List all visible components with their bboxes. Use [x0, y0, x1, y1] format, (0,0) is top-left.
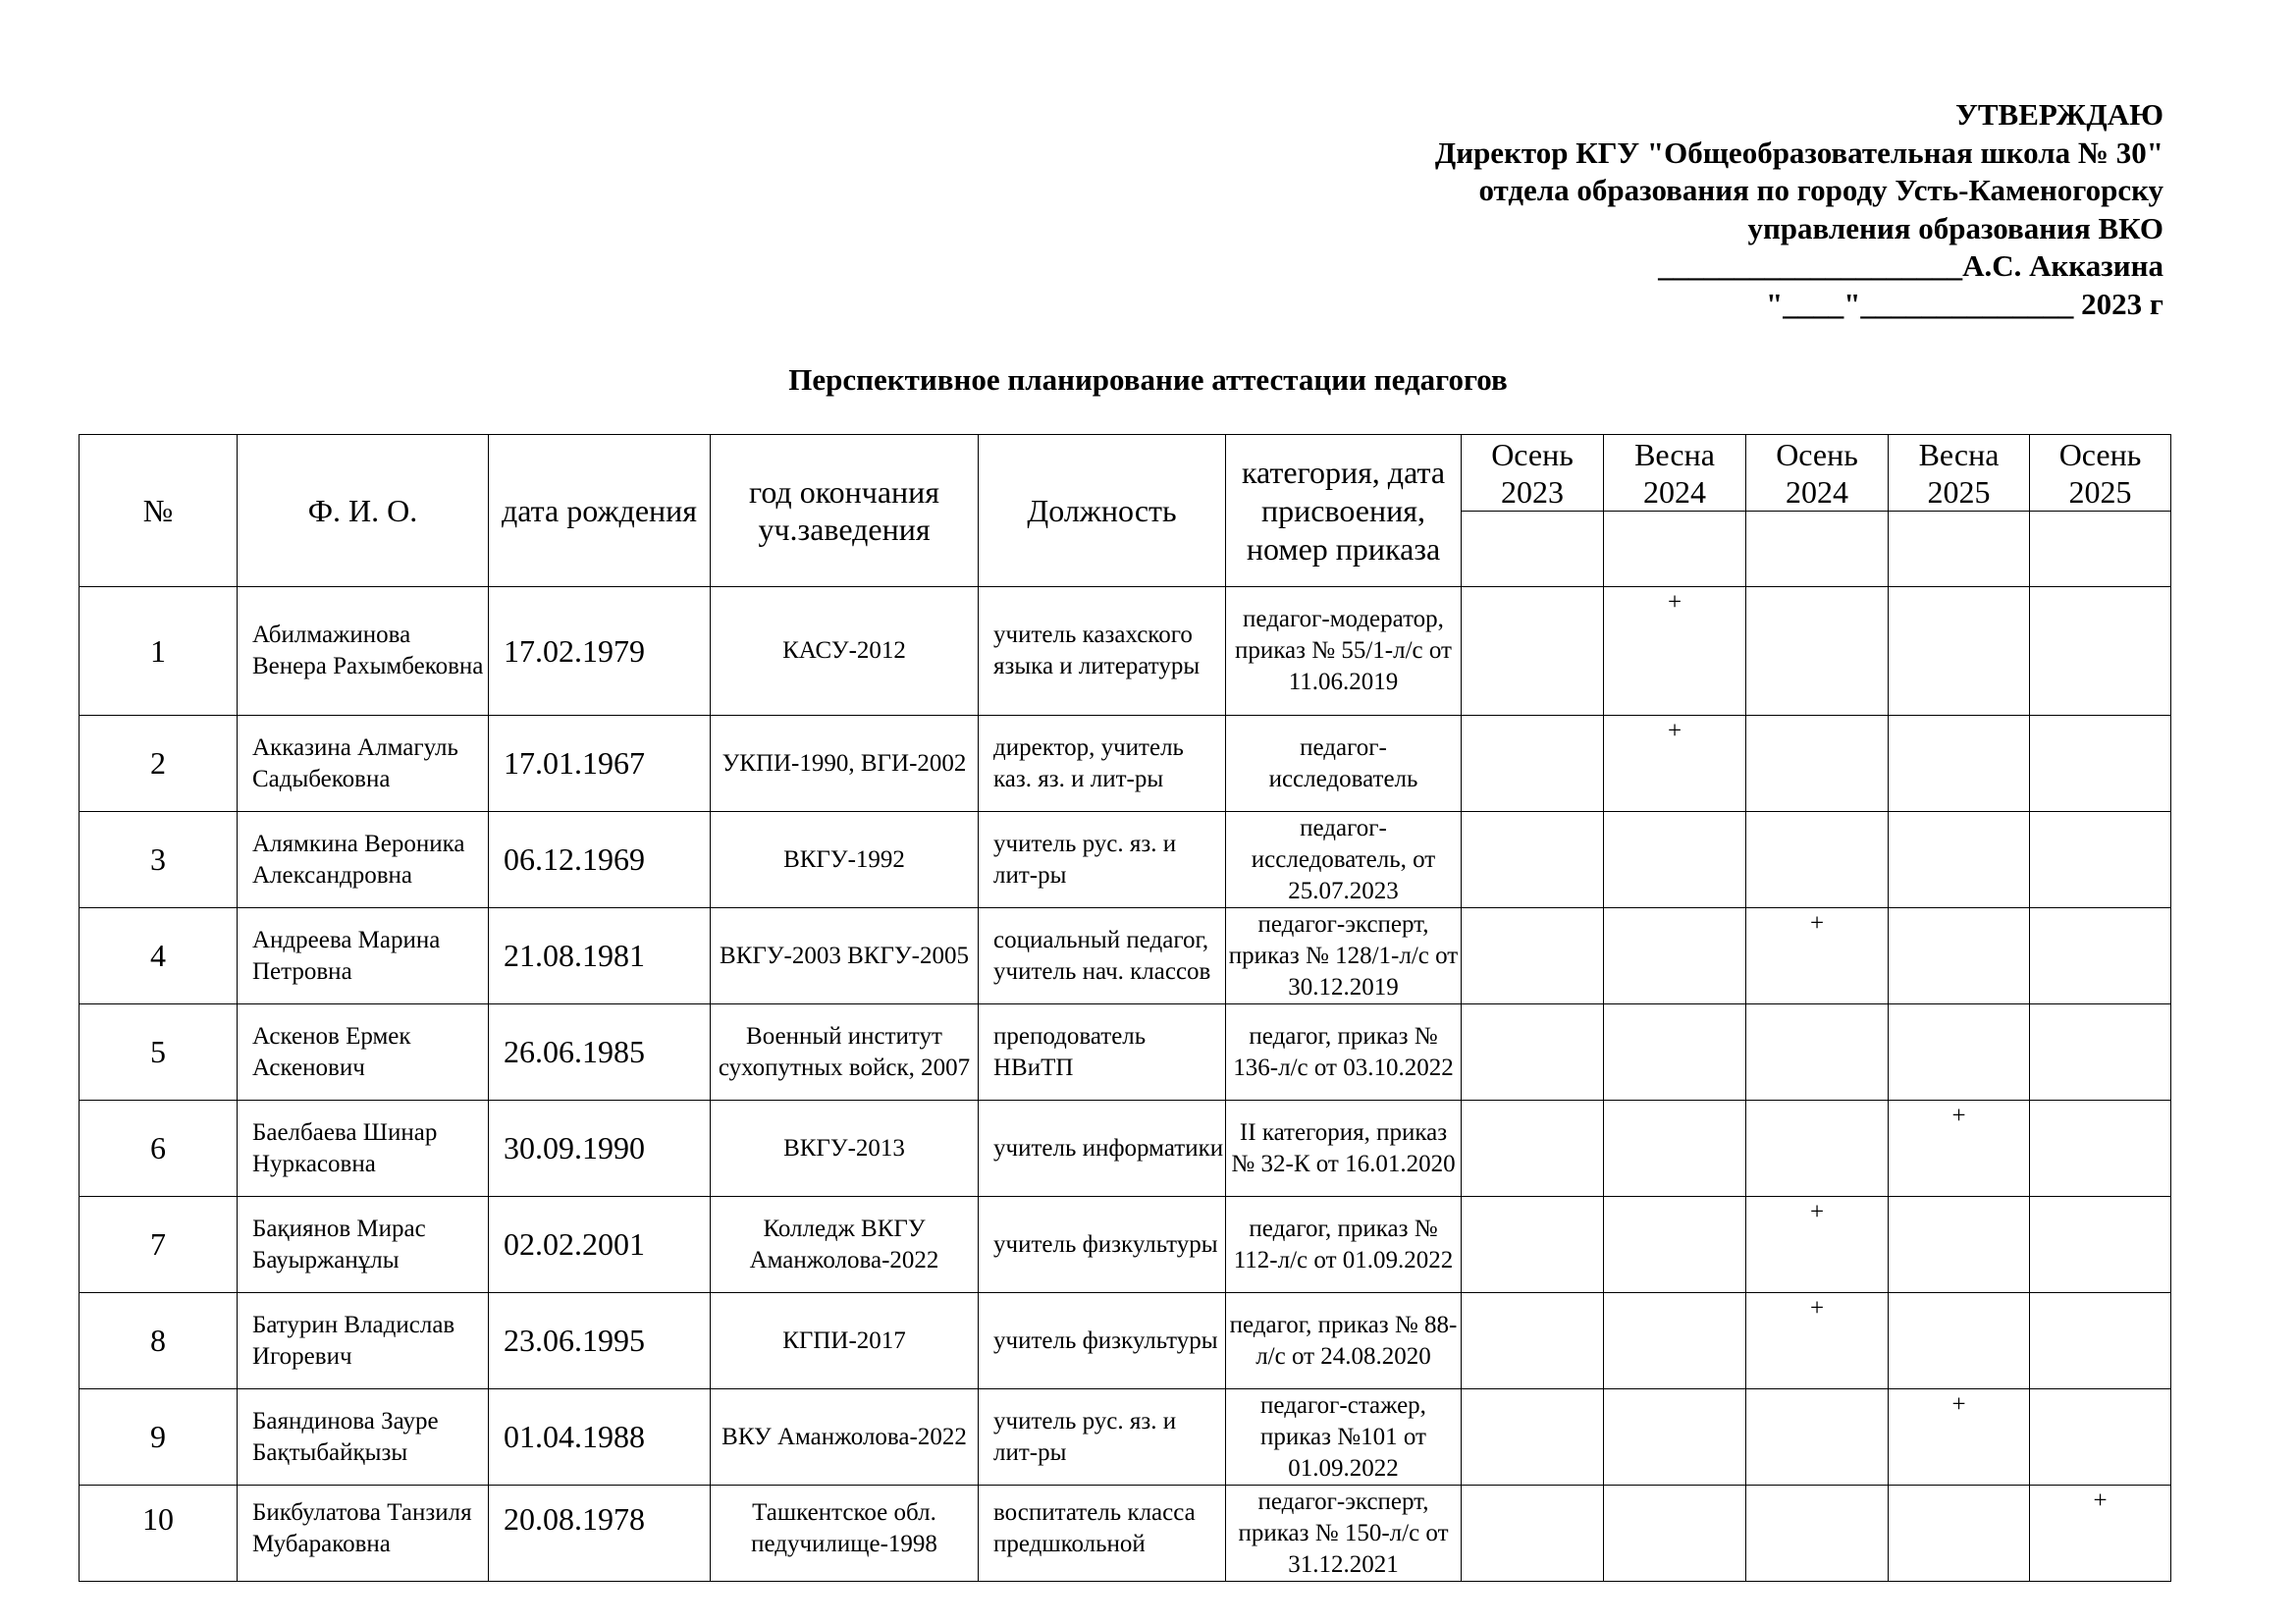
- header-period-sub: [1462, 512, 1604, 587]
- row-category: II категория, приказ № 32-К от 16.01.2020: [1226, 1101, 1462, 1197]
- row-period-mark: +: [1746, 908, 1889, 1004]
- row-period-mark: [1604, 1389, 1746, 1486]
- row-dob: 02.02.2001: [489, 1197, 711, 1293]
- row-number: 3: [80, 812, 238, 908]
- row-fio: Бикбулатова Танзиля Мубараковна: [238, 1486, 489, 1582]
- row-dob: 26.06.1985: [489, 1004, 711, 1101]
- row-number: 7: [80, 1197, 238, 1293]
- row-position: воспитатель класса предшкольной: [979, 1486, 1226, 1582]
- header-period-sub: [2030, 512, 2171, 587]
- row-fio: Баяндинова Зауре Бақтыбайқызы: [238, 1389, 489, 1486]
- row-period-mark: [1889, 812, 2030, 908]
- header-period: Осень 2025: [2030, 435, 2171, 512]
- row-period-mark: [1462, 716, 1604, 812]
- row-period-mark: [1604, 1004, 1746, 1101]
- row-category: педагог-исследователь, от 25.07.2023: [1226, 812, 1462, 908]
- attestation-table: [79, 434, 2171, 1582]
- row-education: Ташкентское обл. педучилище-1998: [711, 1486, 979, 1582]
- row-period-mark: [1604, 1293, 1746, 1389]
- row-fio: Бақиянов Мирас Бауыржанұлы: [238, 1197, 489, 1293]
- approval-administration-line: управления образования ВКО: [1747, 210, 2163, 245]
- row-education: Военный институт сухопутных войск, 2007: [711, 1004, 979, 1101]
- row-period-mark: [1889, 1004, 2030, 1101]
- row-fio: Алямкина Вероника Александровна: [238, 812, 489, 908]
- header-num: №: [80, 435, 238, 587]
- row-fio: Абилмажинова Венера Рахымбековна: [238, 587, 489, 716]
- row-education: Колледж ВКГУ Аманжолова-2022: [711, 1197, 979, 1293]
- row-number: 10: [80, 1486, 238, 1582]
- row-dob: 21.08.1981: [489, 908, 711, 1004]
- row-period-mark: [1889, 587, 2030, 716]
- row-period-mark: [1746, 716, 1889, 812]
- row-category: педагог-стажер, приказ №101 от 01.09.2022: [1226, 1389, 1462, 1486]
- row-number: 1: [80, 587, 238, 716]
- row-period-mark: [1604, 812, 1746, 908]
- row-period-mark: +: [1604, 587, 1746, 716]
- table-row: [80, 1004, 2171, 1101]
- row-period-mark: +: [1889, 1389, 2030, 1486]
- approval-signature-line: ____________________А.С. Акказина: [1658, 248, 2163, 283]
- row-education: ВКУ Аманжолова-2022: [711, 1389, 979, 1486]
- row-dob: 17.02.1979: [489, 587, 711, 716]
- row-dob: 30.09.1990: [489, 1101, 711, 1197]
- row-category: педагог-исследователь: [1226, 716, 1462, 812]
- table-row: [80, 1197, 2171, 1293]
- approval-department-line: отдела образования по городу Усть-Каменогорску: [1478, 173, 2163, 207]
- row-period-mark: [1889, 1486, 2030, 1582]
- row-period-mark: [1462, 1389, 1604, 1486]
- row-period-mark: [2030, 587, 2171, 716]
- row-position: учитель рус. яз. и лит-ры: [979, 1389, 1226, 1486]
- row-period-mark: [1462, 1293, 1604, 1389]
- row-period-mark: [1462, 812, 1604, 908]
- row-fio: Андреева Марина Петровна: [238, 908, 489, 1004]
- row-period-mark: +: [1746, 1197, 1889, 1293]
- approval-block: [1435, 96, 2163, 323]
- header-period: Весна 2024: [1604, 435, 1746, 512]
- row-period-mark: [1746, 1004, 1889, 1101]
- row-number: 6: [80, 1101, 238, 1197]
- row-period-mark: [2030, 1101, 2171, 1197]
- row-fio: Акказина Алмагуль Садыбековна: [238, 716, 489, 812]
- header-period: Осень 2023: [1462, 435, 1604, 512]
- row-period-mark: [2030, 1197, 2171, 1293]
- table-row: [80, 908, 2171, 1004]
- row-period-mark: [2030, 1389, 2171, 1486]
- row-period-mark: [1604, 1197, 1746, 1293]
- row-position: социальный педагог, учитель нач. классов: [979, 908, 1226, 1004]
- row-position: учитель казахского языка и литературы: [979, 587, 1226, 716]
- table-row: [80, 812, 2171, 908]
- row-number: 9: [80, 1389, 238, 1486]
- header-dob: дата рождения: [489, 435, 711, 587]
- approval-title: УТВЕРЖДАЮ: [1955, 97, 2163, 132]
- row-position: учитель рус. яз. и лит-ры: [979, 812, 1226, 908]
- row-number: 2: [80, 716, 238, 812]
- header-period: Осень 2024: [1746, 435, 1889, 512]
- row-category: педагог-эксперт, приказ № 128/1-л/с от 30.12.2019: [1226, 908, 1462, 1004]
- row-period-mark: [2030, 1004, 2171, 1101]
- row-education: ВКГУ-2003 ВКГУ-2005: [711, 908, 979, 1004]
- row-period-mark: [2030, 812, 2171, 908]
- header-fio: Ф. И. О.: [238, 435, 489, 587]
- approval-director-line: Директор КГУ "Общеобразовательная школа № 30": [1434, 135, 2163, 170]
- table-row: [80, 1389, 2171, 1486]
- row-category: педагог-эксперт, приказ № 150-л/с от 31.12.2021: [1226, 1486, 1462, 1582]
- row-period-mark: [1462, 1197, 1604, 1293]
- row-category: педагог, приказ № 136-л/с от 03.10.2022: [1226, 1004, 1462, 1101]
- row-period-mark: [1462, 1101, 1604, 1197]
- header-period: Весна 2025: [1889, 435, 2030, 512]
- row-period-mark: [1746, 1101, 1889, 1197]
- row-education: КАСУ-2012: [711, 587, 979, 716]
- row-period-mark: [1889, 716, 2030, 812]
- row-education: ВКГУ-1992: [711, 812, 979, 908]
- row-number: 5: [80, 1004, 238, 1101]
- row-period-mark: [1746, 587, 1889, 716]
- row-dob: 23.06.1995: [489, 1293, 711, 1389]
- row-period-mark: +: [1604, 716, 1746, 812]
- row-position: преподователь НВиТП: [979, 1004, 1226, 1101]
- row-period-mark: [1746, 812, 1889, 908]
- row-period-mark: +: [1746, 1293, 1889, 1389]
- row-period-mark: [1604, 1486, 1746, 1582]
- row-period-mark: [1462, 1004, 1604, 1101]
- row-position: директор, учитель каз. яз. и лит-ры: [979, 716, 1226, 812]
- document-title: Перспективное планирование аттестации педагогов: [788, 362, 1508, 397]
- header-category: категория, дата присвоения, номер приказа: [1226, 435, 1462, 587]
- row-category: педагог, приказ № 88-л/с от 24.08.2020: [1226, 1293, 1462, 1389]
- row-position: учитель физкультуры: [979, 1197, 1226, 1293]
- row-education: КГПИ-2017: [711, 1293, 979, 1389]
- row-education: УКПИ-1990, ВГИ-2002: [711, 716, 979, 812]
- row-period-mark: [2030, 716, 2171, 812]
- row-fio: Аскенов Ермек Аскенович: [238, 1004, 489, 1101]
- row-category: педагог-модератор, приказ № 55/1-л/с от 11.06.2019: [1226, 587, 1462, 716]
- row-period-mark: [1462, 908, 1604, 1004]
- row-period-mark: [1889, 1293, 2030, 1389]
- row-period-mark: [1604, 908, 1746, 1004]
- row-period-mark: [1462, 587, 1604, 716]
- table-row: [80, 587, 2171, 716]
- row-dob: 01.04.1988: [489, 1389, 711, 1486]
- row-category: педагог, приказ № 112-л/с от 01.09.2022: [1226, 1197, 1462, 1293]
- row-position: учитель физкультуры: [979, 1293, 1226, 1389]
- header-period-sub: [1604, 512, 1746, 587]
- row-fio: Батурин Владислав Игоревич: [238, 1293, 489, 1389]
- row-period-mark: [2030, 908, 2171, 1004]
- row-position: учитель информатики: [979, 1101, 1226, 1197]
- row-dob: 20.08.1978: [489, 1486, 711, 1582]
- row-period-mark: [1604, 1101, 1746, 1197]
- row-period-mark: [1889, 908, 2030, 1004]
- row-fio: Баелбаева Шинар Нуркасовна: [238, 1101, 489, 1197]
- header-education: год окончания уч.заведения: [711, 435, 979, 587]
- row-dob: 17.01.1967: [489, 716, 711, 812]
- table-row: [80, 716, 2171, 812]
- table-row: [80, 1101, 2171, 1197]
- row-period-mark: [1462, 1486, 1604, 1582]
- row-period-mark: [2030, 1293, 2171, 1389]
- row-period-mark: [1746, 1486, 1889, 1582]
- row-period-mark: +: [2030, 1486, 2171, 1582]
- table-row: [80, 1293, 2171, 1389]
- row-period-mark: [1746, 1389, 1889, 1486]
- header-period-sub: [1746, 512, 1889, 587]
- row-period-mark: [1889, 1197, 2030, 1293]
- header-period-sub: [1889, 512, 2030, 587]
- row-number: 8: [80, 1293, 238, 1389]
- row-education: ВКГУ-2013: [711, 1101, 979, 1197]
- row-number: 4: [80, 908, 238, 1004]
- table-row: [80, 1486, 2171, 1582]
- row-dob: 06.12.1969: [489, 812, 711, 908]
- approval-date-line: "____"______________ 2023 г: [1766, 286, 2163, 321]
- header-position: Должность: [979, 435, 1226, 587]
- row-period-mark: +: [1889, 1101, 2030, 1197]
